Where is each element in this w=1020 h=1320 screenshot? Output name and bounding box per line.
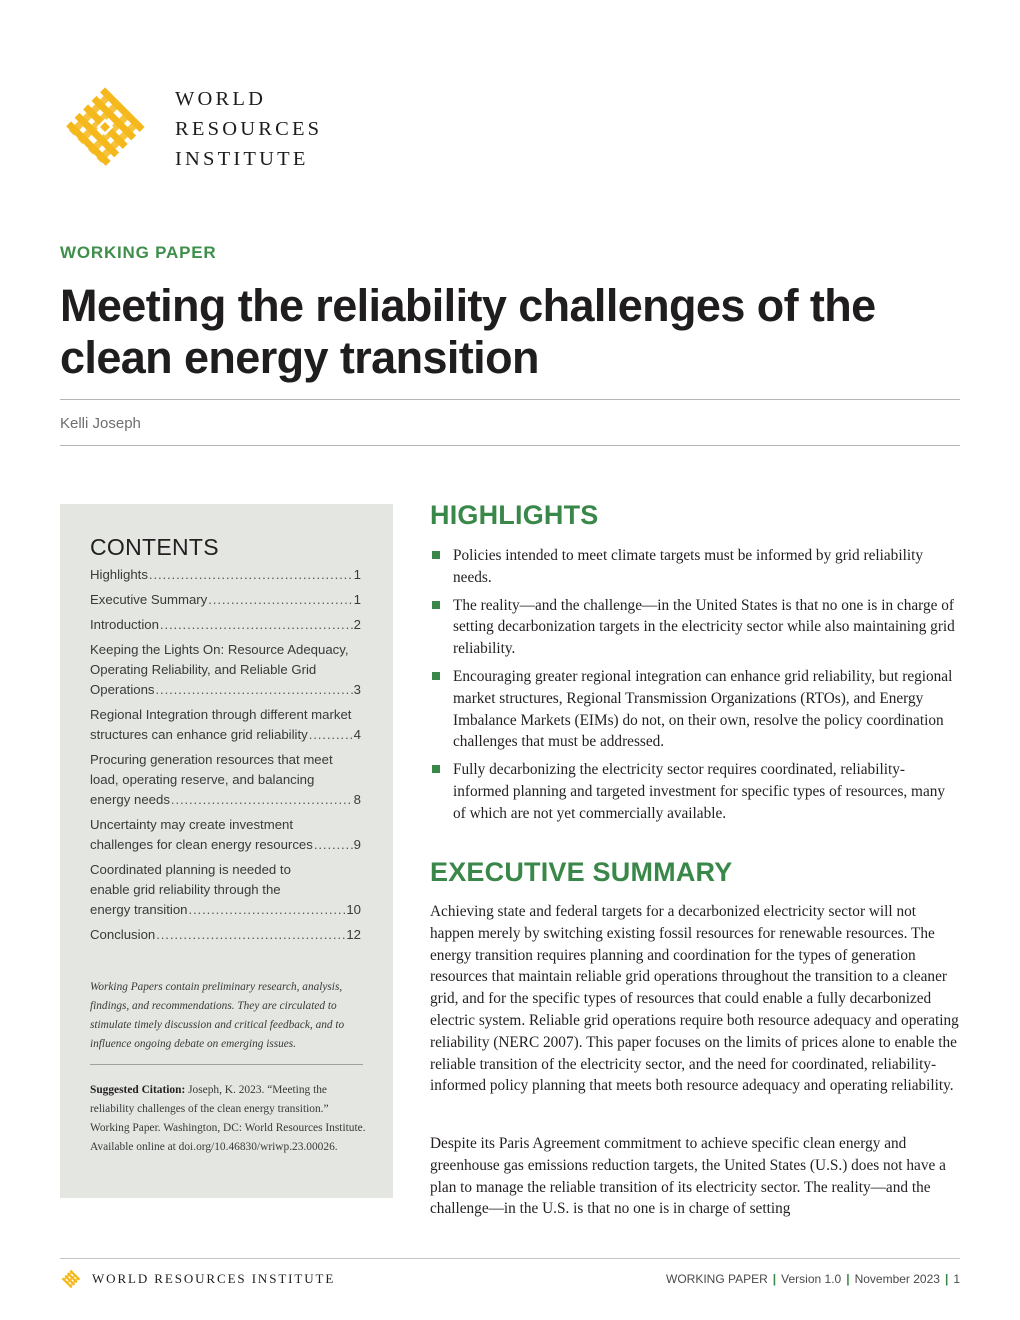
toc-entry[interactable] [90, 750, 361, 810]
citation-label: Suggested Citation: [90, 1084, 186, 1096]
page-title: Meeting the reliability challenges of the clean energy transition [60, 280, 876, 383]
executive-summary-heading: EXECUTIVE SUMMARY [430, 857, 733, 887]
toc-page-number: 1 [353, 592, 361, 607]
toc-entry-row [90, 680, 361, 700]
highlights-list [430, 545, 960, 831]
toc-dot-leader [309, 725, 353, 745]
toc-dot-leader [314, 835, 353, 855]
toc-dot-leader [189, 900, 346, 920]
executive-summary-paragraph-1: Achieving state and federal targets for a decarbonized electricity sector will not happen merely by switching existing fossil resources for renewable resources. The energy transition requires planning and coordination for the types of generation resources that maintain reliable grid operations throughout the transition to a cleaner grid, and for the specific types of resources that could enable a fully decarbonized electric system. Reliable grid operations require both resource adequacy and operating reliability (NERC 2007). This paper focuses on the limits of prices alone to enable the reliable transition of the electricity sector, and the need for coordinated, reliability-informed policy planning that meets both resource adequacy and operating reliability. [430, 903, 959, 1095]
toc-entry[interactable] [90, 640, 361, 700]
highlight-text: Encouraging greater regional integration can enhance grid reliability, but regional market structures, Regional Transmission Organizations (RTOs), and Energy Imbalance Markets (EIMs) do not, on their own, resolve the policy coordination challenges that must be addressed. [453, 667, 953, 751]
toc-dot-leader [171, 790, 353, 810]
toc-entry-line: load, operating reserve, and balancing [90, 772, 315, 787]
toc-entry-title: Conclusion [90, 927, 156, 942]
toc-entry-row [90, 835, 361, 855]
highlight-text: The reality—and the challenge—in the United States is that no one is in charge of setting decarbonization targets in the electricity sector while also maintaining grid reliability. [453, 596, 955, 658]
executive-summary-paragraph-2: Despite its Paris Agreement commitment to achieve specific clean energy and greenhouse gas emissions reduction targets, the United States (U.S.) does not have a plan to manage the reliable transition of its electricity sector. The reality—and the challenge—in the U.S. is that no one is in charge of setting [430, 1135, 946, 1218]
toc-entry[interactable] [90, 925, 361, 945]
toc-dot-leader [156, 680, 353, 700]
toc-entry[interactable] [90, 860, 361, 920]
footer-separator: | [846, 1272, 850, 1286]
toc-entry-row [90, 925, 361, 945]
highlight-text: Policies intended to meet climate targets must be informed by grid reliability needs. [453, 547, 923, 586]
footer-version: Version 1.0 [781, 1272, 842, 1286]
toc-page-number: 10 [346, 902, 361, 917]
toc-dot-leader [156, 925, 345, 945]
toc-entry[interactable] [90, 615, 361, 635]
contents-heading: CONTENTS [90, 534, 219, 560]
toc-page-number: 1 [353, 567, 361, 582]
toc-entry-line: Procuring generation resources that meet [90, 752, 333, 767]
toc-entry-line: Coordinated planning is needed to [90, 862, 291, 877]
toc-entry-title: Highlights [90, 567, 148, 582]
author-name: Kelli Joseph [60, 415, 141, 432]
highlights-heading: HIGHLIGHTS [430, 500, 599, 530]
highlight-item [430, 595, 960, 660]
toc-page-number: 8 [353, 792, 361, 807]
toc-entry-row [90, 900, 361, 920]
toc-entry-row [90, 615, 361, 635]
toc-entry-row [90, 590, 361, 610]
org-name-line-3: INSTITUTE [175, 148, 309, 170]
toc-entry-title: energy transition [90, 902, 188, 917]
toc-page-number: 2 [353, 617, 361, 632]
toc-entry-title: Introduction [90, 617, 159, 632]
footer-meta [666, 1272, 960, 1286]
bullet-square-icon [432, 765, 440, 773]
highlight-text: Fully decarbonizing the electricity sector requires coordinated, reliability-informed planning and targeted investment for specific types of resources, many of which are not yet commercially available. [453, 761, 946, 822]
toc-entry-row [90, 790, 361, 810]
table-of-contents [90, 565, 361, 950]
highlight-item [430, 545, 960, 589]
sidebar-divider [90, 1064, 363, 1065]
toc-dot-leader [149, 565, 353, 585]
footer-date: November 2023 [854, 1272, 940, 1286]
bullet-square-icon [432, 601, 440, 609]
toc-page-number: 9 [353, 837, 361, 852]
toc-page-number: 3 [353, 682, 361, 697]
toc-dot-leader [160, 615, 353, 635]
toc-entry-title: energy needs [90, 792, 170, 807]
toc-entry-row [90, 725, 361, 745]
toc-entry-title: challenges for clean energy resources [90, 837, 313, 852]
toc-entry[interactable] [90, 565, 361, 585]
footer-separator: | [944, 1272, 949, 1286]
document-type-label: WORKING PAPER [60, 243, 217, 262]
toc-entry[interactable] [90, 815, 361, 855]
wri-logo-small-icon [60, 1268, 82, 1290]
toc-entry-line: Regional Integration through different market [90, 707, 352, 722]
toc-entry[interactable] [90, 705, 361, 745]
bullet-square-icon [432, 672, 440, 680]
footer-separator: | [772, 1272, 777, 1286]
toc-dot-leader [208, 590, 352, 610]
org-name-line-2: RESOURCES [175, 118, 323, 140]
title-divider [60, 399, 960, 400]
toc-entry-line: Keeping the Lights On: Resource Adequacy, [90, 642, 349, 657]
toc-entry-line: enable grid reliability through the [90, 882, 281, 897]
toc-entry-line: Operating Reliability, and Reliable Grid [90, 662, 317, 677]
toc-entry-line: Uncertainty may create investment [90, 817, 294, 832]
footer-doc-type: WORKING PAPER [666, 1272, 768, 1286]
footer-divider [60, 1258, 960, 1259]
toc-entry-title: Executive Summary [90, 592, 208, 607]
toc-page-number: 4 [353, 727, 361, 742]
suggested-citation [90, 1081, 366, 1157]
contents-sidebar [60, 504, 393, 1198]
toc-entry[interactable] [90, 590, 361, 610]
toc-page-number: 12 [346, 927, 361, 942]
org-name [175, 84, 322, 174]
wri-logo-icon [58, 80, 152, 174]
toc-entry-title: structures can enhance grid reliability [90, 727, 308, 742]
author-divider [60, 445, 960, 446]
highlight-item [430, 759, 960, 824]
footer-page-number: 1 [953, 1272, 960, 1286]
toc-entry-row [90, 565, 361, 585]
org-name-line-1: WORLD [175, 88, 267, 110]
toc-entry-title: Operations [90, 682, 155, 697]
footer-org-name: WORLD RESOURCES INSTITUTE [92, 1271, 336, 1286]
highlight-item [430, 666, 960, 753]
bullet-square-icon [432, 551, 440, 559]
citation-text: Joseph, K. 2023. “Meeting the reliability challenges of the clean energy transition.” Working Paper. Washington, DC: World Resources Institute. Available online at doi.org/10.46830/wriwp.23.00026. [90, 1084, 366, 1153]
working-paper-note: Working Papers contain preliminary research, analysis, findings, and recommendations. They are circulated to stimulate timely discussion and critical feedback, and to influence ongoing debate on emerging issues. [90, 981, 345, 1050]
